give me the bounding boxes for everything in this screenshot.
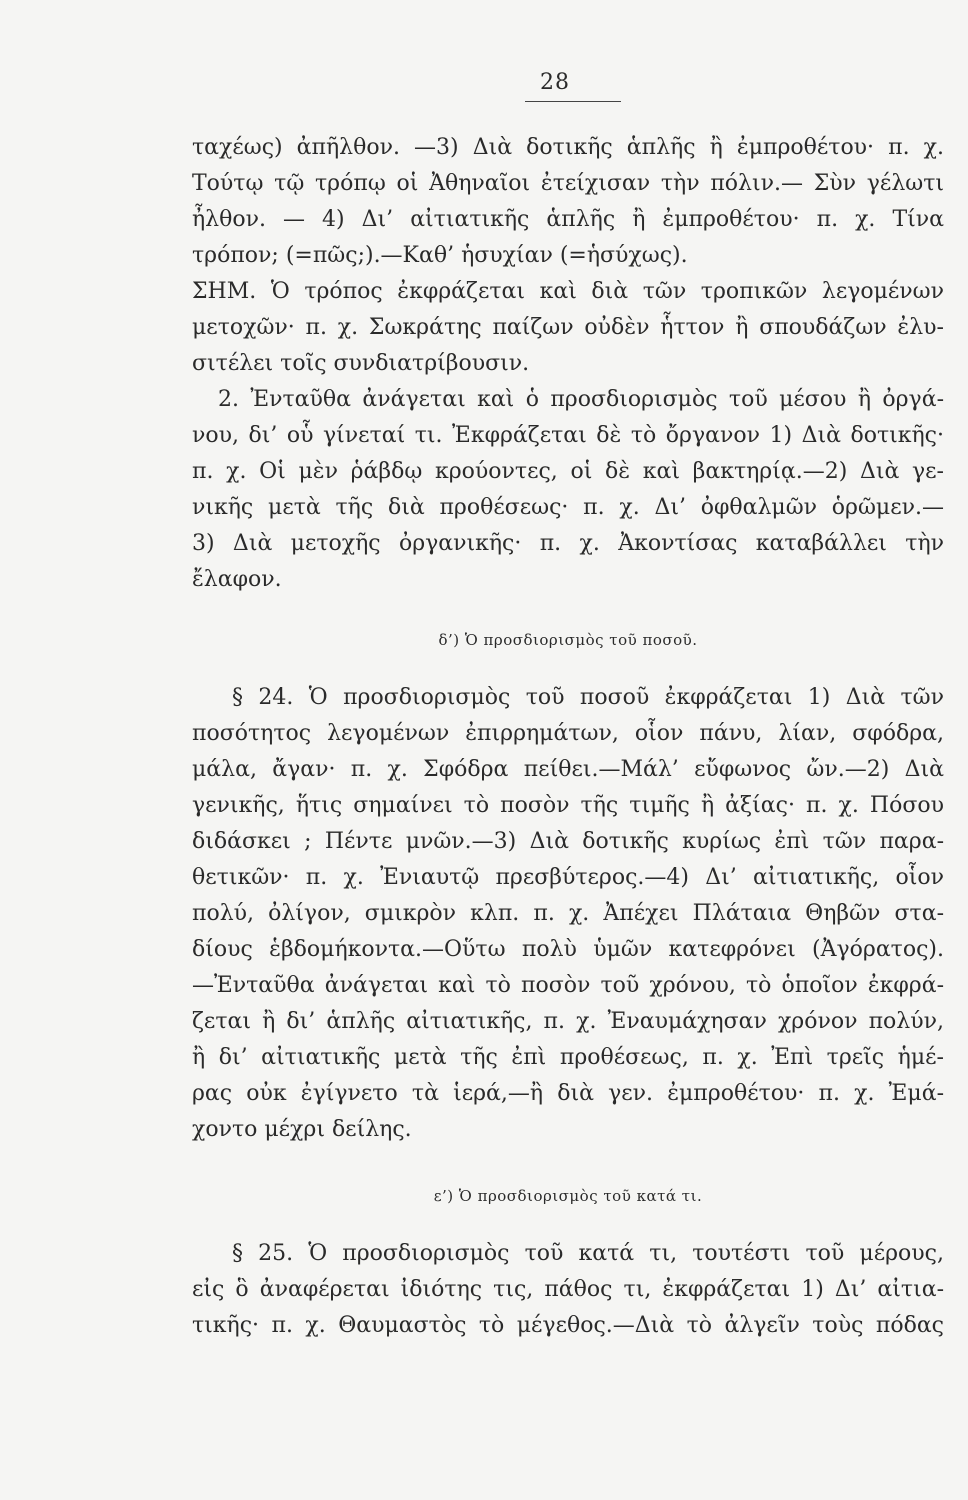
text-line: ρας οὐκ ἐγίγνετο τὰ ἱερά,—ἢ διὰ γεν. ἐμπροθέτου· π. χ. Ἐμά- — [192, 1081, 944, 1106]
text-line: πολύ, ὀλίγον, σμικρὸν κλπ. π. χ. Ἀπέχει Πλάταια Θηβῶν στα- — [192, 901, 944, 926]
page-number: 28 — [540, 70, 570, 95]
text-line: ταχέως) ἀπῆλθον. —3) Διὰ δοτικῆς ἁπλῆς ἢ ἐμπροθέτου· π. χ. — [192, 135, 944, 160]
text-line: χοντο μέχρι δείλης. — [192, 1117, 412, 1142]
text-line: Τούτῳ τῷ τρόπῳ οἱ Ἀθηναῖοι ἐτείχισαν τὴν πόλιν.— Σὺν γέλωτι — [192, 171, 944, 196]
text-line: —Ἐνταῦθα ἀνάγεται καὶ τὸ ποσὸν τοῦ χρόνου, τὸ ὁποῖον ἐκφρά- — [192, 973, 944, 998]
text-line: τικῆς· π. χ. Θαυμαστὸς τὸ μέγεθος.—Διὰ τὸ ἀλγεῖν τοὺς πόδας — [192, 1313, 944, 1338]
text-line: γενικῆς, ἥτις σημαίνει τὸ ποσὸν τῆς τιμῆς ἢ ἀξίας· π. χ. Πόσου — [192, 793, 944, 818]
text-line: 2. Ἐνταῦθα ἀνάγεται καὶ ὁ προσδιορισμὸς τοῦ μέσου ἢ ὀργά- — [218, 387, 944, 412]
section-heading: δ’) Ὁ προσδιορισμὸς τοῦ ποσοῦ. — [438, 631, 698, 649]
text-line: § 25. Ὁ προσδιορισμὸς τοῦ κατά τι, τουτέστι τοῦ μέρους, — [232, 1241, 944, 1266]
text-line: ΣΗΜ. Ὁ τρόπος ἐκφράζεται καὶ διὰ τῶν τροπικῶν λεγομένων — [192, 279, 944, 304]
text-line: ποσότητος λεγομένων ἐπιρρημάτων, οἷον πάνυ, λίαν, σφόδρα, — [192, 721, 944, 746]
text-line: νικῆς μετὰ τῆς διὰ προθέσεως· π. χ. Δι’ ὀφθαλμῶν ὁρῶμεν.— — [192, 495, 944, 520]
section-heading: ε’) Ὁ προσδιορισμὸς τοῦ κατά τι. — [433, 1187, 703, 1205]
text-line: 3) Διὰ μετοχῆς ὀργανικῆς· π. χ. Ἀκοντίσας καταβάλλει τὴν — [192, 531, 944, 556]
text-line: ἢ δι’ αἰτιατικῆς μετὰ τῆς ἐπὶ προθέσεως, π. χ. Ἐπὶ τρεῖς ἡμέ- — [192, 1045, 944, 1070]
text-line: μετοχῶν· π. χ. Σωκράτης παίζων οὐδὲν ἧττον ἢ σπουδάζων ἐλυ- — [192, 315, 944, 340]
text-line: δίους ἑβδομήκοντα.—Οὕτω πολὺ ὑμῶν κατεφρόνει (Ἀγόρατος). — [192, 937, 944, 962]
text-line: διδάσκει ; Πέντε μνῶν.—3) Διὰ δοτικῆς κυρίως ἐπὶ τῶν παρα- — [192, 829, 944, 854]
text-line: ἦλθον. — 4) Δι’ αἰτιατικῆς ἁπλῆς ἢ ἐμπροθέτου· π. χ. Τίνα — [192, 207, 944, 232]
text-line: π. χ. Οἱ μὲν ῥάβδῳ κρούοντες, οἱ δὲ καὶ βακτηρίᾳ.—2) Διὰ γε- — [192, 459, 944, 484]
text-line: § 24. Ὁ προσδιορισμὸς τοῦ ποσοῦ ἐκφράζεται 1) Διὰ τῶν — [232, 685, 944, 710]
text-line: θετικῶν· π. χ. Ἐνιαυτῷ πρεσβύτερος.—4) Δι’ αἰτιατικῆς, οἷον — [192, 865, 944, 890]
text-line: ζεται ἢ δι’ ἁπλῆς αἰτιατικῆς, π. χ. Ἐναυμάχησαν χρόνον πολύν, — [192, 1009, 944, 1034]
text-line: νου, δι’ οὗ γίνεταί τι. Ἐκφράζεται δὲ τὸ ὄργανον 1) Διὰ δοτικῆς· — [192, 423, 944, 448]
text-line: τρόπον; (=πῶς;).—Καθ’ ἡσυχίαν (=ἡσύχως). — [192, 243, 688, 268]
text-line: μάλα, ἄγαν· π. χ. Σφόδρα πείθει.—Μάλ’ εὔφωνος ὤν.—2) Διὰ — [192, 757, 944, 782]
text-line: ἔλαφον. — [192, 567, 282, 592]
page-number-rule — [525, 101, 621, 102]
text-line: σιτέλει τοῖς συνδιατρίβουσιν. — [192, 351, 530, 376]
text-line: εἰς ὃ ἀναφέρεται ἰδιότης τις, πάθος τι, ἐκφράζεται 1) Δι’ αἰτια- — [192, 1277, 944, 1302]
